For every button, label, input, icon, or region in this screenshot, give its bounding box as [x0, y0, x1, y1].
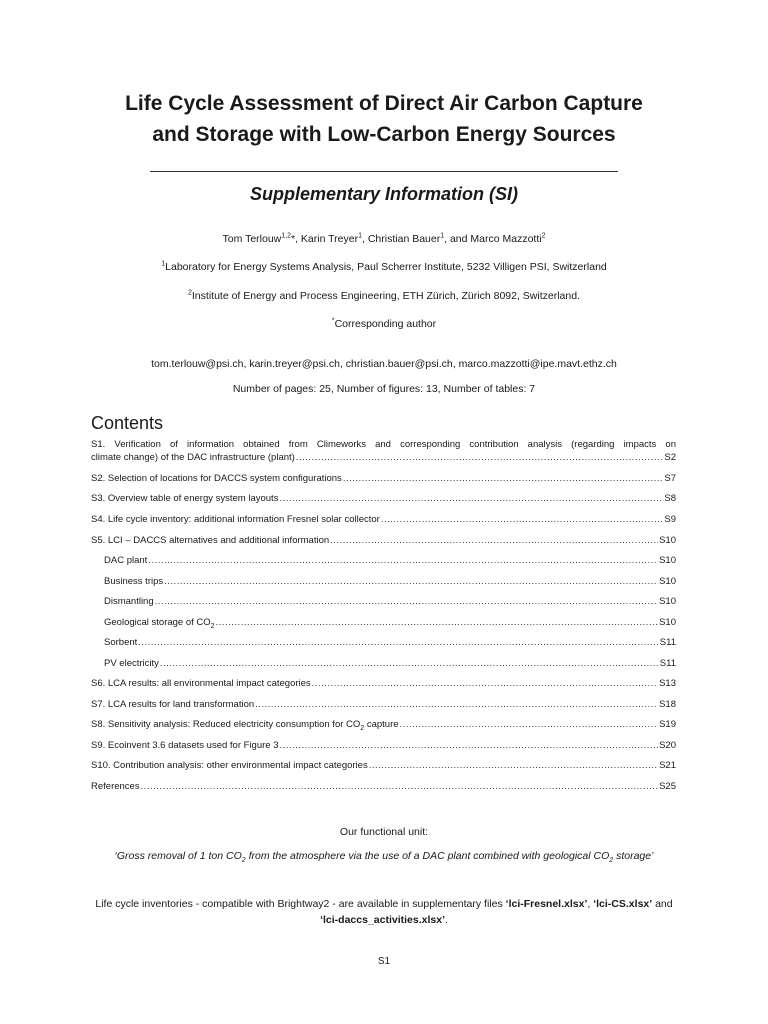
- lci-note-part: and: [652, 898, 673, 910]
- author-1-sup: 1,2: [281, 232, 291, 240]
- toc-leader: [164, 576, 658, 588]
- affiliation-1-sup: 1: [161, 260, 166, 268]
- toc-leader: [155, 596, 658, 608]
- toc-entry-page: S21: [659, 760, 676, 771]
- lci-note-part: Life cycle inventories - compatible with Brightway2 - are available in supplementary files: [95, 898, 506, 910]
- title-line-1: Life Cycle Assessment of Direct Air Carbon Capture: [125, 92, 643, 115]
- toc-subentry[interactable]: [104, 658, 676, 670]
- toc-entry[interactable]: [91, 514, 676, 526]
- toc-entry-text-tail: capture: [364, 719, 399, 730]
- author-3-sup: 1: [440, 232, 445, 240]
- toc-leader: [312, 678, 658, 690]
- toc-leader: [381, 514, 664, 526]
- toc-leader: [141, 781, 659, 793]
- toc-leader: [148, 555, 658, 567]
- author-3: , Christian Bauer: [362, 233, 441, 245]
- toc-leader: [400, 719, 659, 731]
- toc-leader: [160, 658, 659, 670]
- toc-entry-page: S13: [659, 678, 676, 689]
- toc-entry-text: S6. LCA results: all environmental impact categories: [91, 678, 311, 689]
- toc-entry-page: S7: [664, 473, 676, 484]
- toc-entry-text: S2. Selection of locations for DACCS system configurations: [91, 473, 342, 484]
- toc-entry[interactable]: [91, 740, 676, 752]
- page-number: S1: [377, 956, 391, 967]
- author-4: , and Marco Mazzotti: [444, 233, 542, 245]
- toc-entry[interactable]: [91, 760, 676, 772]
- toc-leader: [369, 760, 658, 772]
- contents-heading: Contents: [91, 413, 164, 433]
- toc-entry-text: S3. Overview table of energy system layouts: [91, 493, 279, 504]
- author-1: Tom Terlouw: [222, 233, 282, 245]
- toc-entry-s1-page: S2: [664, 452, 676, 463]
- affiliation-2-sup: 2: [187, 289, 192, 297]
- toc-entry[interactable]: [91, 473, 676, 485]
- toc-subentry[interactable]: [104, 555, 676, 567]
- toc-entry-text: S9. Ecoinvent 3.6 datasets used for Figure 3: [91, 740, 279, 751]
- author-2: , Karin Treyer: [295, 233, 359, 245]
- toc-entry[interactable]: [91, 699, 676, 711]
- toc-entry-subscript: 2: [210, 622, 215, 630]
- document-title: [0, 88, 768, 150]
- toc-entry-text: References: [91, 781, 140, 792]
- toc-leader: [138, 637, 659, 649]
- toc-entry-text: Dismantling: [104, 596, 154, 607]
- toc-entry-text: [104, 617, 215, 629]
- toc-entry-text: Sorbent: [104, 637, 138, 648]
- functional-unit-sub: 2: [241, 857, 246, 865]
- affiliation-1: [0, 261, 768, 273]
- title-line-2: and Storage with Low-Carbon Energy Sources: [152, 123, 616, 146]
- toc-entry-s1-line2: [91, 452, 676, 464]
- functional-unit-text: [0, 850, 768, 865]
- affiliation-2-text: Institute of Energy and Process Engineering, ETH Zürich, Zürich 8092, Switzerland.: [191, 290, 580, 302]
- toc-entry-text: S5. LCI – DACCS alternatives and additional information: [91, 535, 330, 546]
- functional-unit-part: from the atmosphere via the use of a DAC plant combined with geological CO: [245, 850, 610, 862]
- lci-file-fresnel: ‘lci-Fresnel.xlsx’: [505, 898, 588, 910]
- toc-entry-page: S10: [659, 535, 676, 546]
- toc-entry-subscript: 2: [360, 724, 365, 732]
- author-2-sup: 1: [358, 232, 363, 240]
- toc-entry-page: S9: [664, 514, 676, 525]
- corresponding-text: Corresponding author: [334, 318, 437, 330]
- lci-note: [80, 896, 688, 928]
- toc-subentry[interactable]: [104, 576, 676, 588]
- toc-entry[interactable]: [91, 493, 676, 505]
- affiliation-2: [0, 290, 768, 302]
- author-1-star: *: [290, 233, 296, 245]
- toc-entry[interactable]: [91, 719, 676, 731]
- toc-leader: [296, 452, 664, 464]
- toc-entry[interactable]: [91, 678, 676, 690]
- toc-entry-page: S10: [659, 617, 676, 628]
- toc-subentry[interactable]: [104, 617, 676, 629]
- toc-subentry[interactable]: [104, 596, 676, 608]
- toc-leader: [255, 699, 658, 711]
- toc-entry-s1-text: climate change) of the DAC infrastructure (plant): [91, 452, 295, 463]
- toc-entry-page: S25: [659, 781, 676, 792]
- functional-unit-label: Our functional unit:: [339, 826, 429, 838]
- toc-leader: [343, 473, 664, 485]
- toc-subentry[interactable]: [104, 637, 676, 649]
- toc-leader: [330, 535, 658, 547]
- toc-entry-page: S11: [659, 637, 676, 648]
- author-emails: tom.terlouw@psi.ch, karin.treyer@psi.ch, christian.bauer@psi.ch, marco.mazzotti@ipe.mavt.ethz.ch: [151, 358, 617, 370]
- title-rule: [150, 171, 618, 172]
- toc-entry-text: S4. Life cycle inventory: additional information Fresnel solar collector: [91, 514, 380, 525]
- toc-entry-page: S18: [659, 699, 676, 710]
- toc-entry-s1[interactable]: [91, 437, 676, 464]
- toc-entry-page: S10: [659, 555, 676, 566]
- toc-entry-page: S10: [659, 576, 676, 587]
- toc-entry-page: S10: [659, 596, 676, 607]
- toc-entry-text: [91, 719, 399, 731]
- lci-file-daccs: ‘lci-daccs_activities.xlsx’: [320, 914, 445, 926]
- toc-entry-text: S10. Contribution analysis: other environmental impact categories: [91, 760, 368, 771]
- functional-unit-part: storage’: [613, 850, 654, 862]
- toc-entry-text-main: Geological storage of CO: [104, 617, 211, 628]
- lci-note-part: ,: [587, 898, 594, 910]
- corresponding-sup: *: [331, 317, 335, 325]
- author-4-sup: 2: [541, 232, 546, 240]
- functional-unit-sub: 2: [609, 857, 614, 865]
- toc-entry-page: S11: [659, 658, 676, 669]
- functional-unit-part: ‘Gross removal of 1 ton CO: [114, 850, 242, 862]
- toc-leader: [279, 740, 658, 752]
- author-list: [0, 233, 768, 245]
- toc-entry-page: S20: [659, 740, 676, 751]
- lci-file-cs: ‘lci-CS.xlsx’: [593, 898, 653, 910]
- toc-entry-text: Business trips: [104, 576, 164, 587]
- subtitle: Supplementary Information (SI): [249, 184, 519, 204]
- toc-entry-text-main: S8. Sensitivity analysis: Reduced electricity consumption for CO: [91, 719, 361, 730]
- toc-entry-page: S19: [659, 719, 676, 730]
- toc-entry-page: S8: [664, 493, 676, 504]
- toc-entry[interactable]: [91, 535, 676, 547]
- page-counts: Number of pages: 25, Number of figures: 13, Number of tables: 7: [232, 383, 536, 395]
- affiliation-1-text: Laboratory for Energy Systems Analysis, Paul Scherrer Institute, 5232 Villigen PSI, Switzerland: [165, 261, 607, 273]
- corresponding-author: [0, 318, 768, 330]
- toc-entry-text: PV electricity: [104, 658, 159, 669]
- lci-note-part: .: [445, 914, 448, 926]
- toc-leader: [216, 617, 659, 629]
- toc-leader: [279, 493, 663, 505]
- toc-entry[interactable]: [91, 781, 676, 793]
- toc-entry-text: DAC plant: [104, 555, 148, 566]
- toc-entry-s1-line1: S1. Verification of information obtained from Climeworks and corresponding contribution analysis (regarding impacts on: [91, 439, 676, 450]
- toc-entry-text: S7. LCA results for land transformation: [91, 699, 255, 710]
